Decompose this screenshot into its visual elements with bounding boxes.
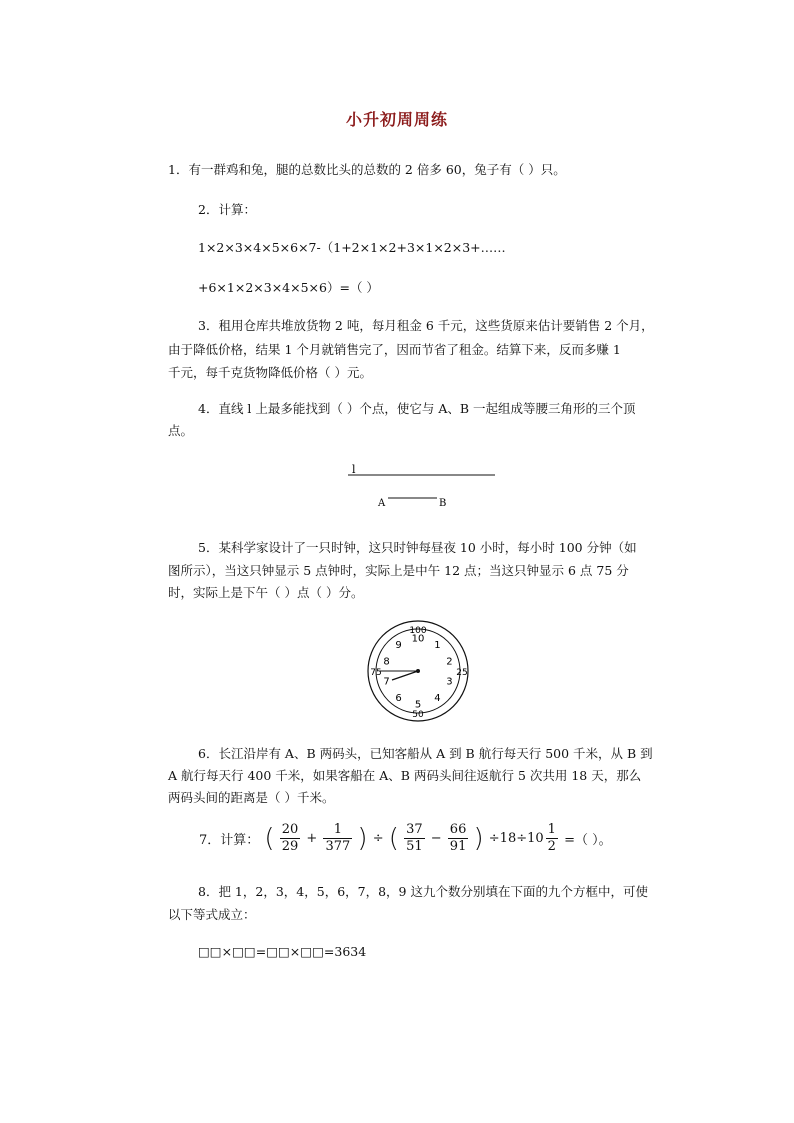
clock-hour-label: 10 xyxy=(411,633,425,645)
clock-hour-label: 8 xyxy=(383,656,390,668)
clock-hour-label: 7 xyxy=(383,676,390,688)
fraction-37-51: $\frac{37}{51}$ xyxy=(406,822,423,854)
question-3-line-3: 千元，每千克货物降低价格（ ）元。 xyxy=(168,365,372,380)
clock-figure xyxy=(364,618,472,724)
question-1: 1．有一群鸡和兔，腿的总数比头的总数的 2 倍多 60，兔子有（ ）只。 xyxy=(168,162,566,177)
question-7 xyxy=(198,822,613,855)
question-6-line-3: 两码头间的距离是（ ）千米。 xyxy=(168,790,335,805)
close-paren-2: ) xyxy=(473,823,484,854)
question-3-line-2: 由于降低价格，结果 1 个月就销售完了，因而节省了租金。结算下来，反而多赚 1 xyxy=(168,342,621,357)
question-7-tail: ÷18÷10 xyxy=(488,831,544,846)
fraction-1-377: $\frac{1}{377}$ xyxy=(325,822,351,854)
clock-minute-bottom: 50 xyxy=(412,710,424,720)
open-paren-2: ( xyxy=(388,823,399,854)
minus-sign: − xyxy=(430,831,442,846)
clock-hour-label: 9 xyxy=(395,639,402,651)
question-6-line-1: 6．长江沿岸有 A、B 两码头，已知客船从 A 到 B 航行每天行 500 千米，从 B 到 xyxy=(198,746,653,761)
question-4-line-1: 4．直线 l 上最多能找到（ ）个点，使它与 A、B 一起组成等腰三角形的三个顶 xyxy=(198,401,636,416)
clock-hour-label: 1 xyxy=(434,639,441,651)
clock-hour-label: 4 xyxy=(434,693,441,705)
question-8-line-2: 以下等式成立： xyxy=(168,907,256,922)
question-2-expression-line-2: +6×1×2×3×4×5×6）=（ ） xyxy=(198,280,379,295)
point-a-label: A xyxy=(378,498,386,509)
clock-hour-label: 5 xyxy=(414,699,422,711)
question-4-line-2: 点。 xyxy=(168,423,194,438)
question-8-equation: □□×□□=□□×□□=3634 xyxy=(198,944,367,959)
clock-minute-right: 25 xyxy=(456,668,468,678)
page-title: 小升初周周练 xyxy=(345,110,448,129)
question-2-expression-line-1: 1×2×3×4×5×6×7-（1+2×1×2+3×1×2×3+…… xyxy=(198,240,506,255)
question-2-label: 2．计算： xyxy=(198,202,256,217)
clock-minute-top: 100 xyxy=(409,626,427,636)
close-paren-1: ) xyxy=(357,823,368,854)
question-3-line-1: 3．租用仓库共堆放货物 2 吨，每月租金 6 千元，这些货原来估计要销售 2 个月， xyxy=(198,318,654,333)
line-l-label: l xyxy=(352,463,356,476)
clock-hour-label: 6 xyxy=(395,693,402,705)
open-paren-1: ( xyxy=(264,823,275,854)
line-segment-figure xyxy=(340,460,510,512)
clock-hour-hand xyxy=(392,671,418,680)
question-5-line-1: 5．某科学家设计了一只时钟，这只时钟每昼夜 10 小时，每小时 100 分钟（如 xyxy=(198,540,637,555)
clock-hour-label: 2 xyxy=(446,656,453,668)
question-6-line-2: A 航行每天行 400 千米，如果客船在 A、B 两码头间往返航行 5 次共用 18 天，那么 xyxy=(168,768,642,783)
point-b-label: B xyxy=(439,498,447,509)
plus-sign: + xyxy=(306,831,318,846)
fraction-20-29: $\frac{20}{29}$ xyxy=(281,822,299,854)
question-5-line-3: 时，实际上是下午（ ）点（ ）分。 xyxy=(168,585,364,600)
clock-center xyxy=(416,669,420,673)
question-8-line-1: 8．把 1，2，3，4，5，6，7，8，9 这九个数分别填在下面的九个方框中，可使 xyxy=(198,884,648,899)
clock-hour-label: 3 xyxy=(446,676,453,688)
fraction-1-2: $\frac{1}{2}$ xyxy=(547,822,556,854)
question-7-label: 7．计算： xyxy=(199,833,260,848)
question-5-line-2: 图所示），当这只钟显示 5 点钟时，实际上是中午 12 点；当这只钟显示 6 点 75 分 xyxy=(168,563,629,578)
divide-sign: ÷ xyxy=(372,831,384,846)
fraction-66-91: $\frac{66}{91}$ xyxy=(449,822,467,854)
clock-minute-left: 75 xyxy=(370,668,382,678)
question-7-end: =（ ）。 xyxy=(564,833,612,848)
